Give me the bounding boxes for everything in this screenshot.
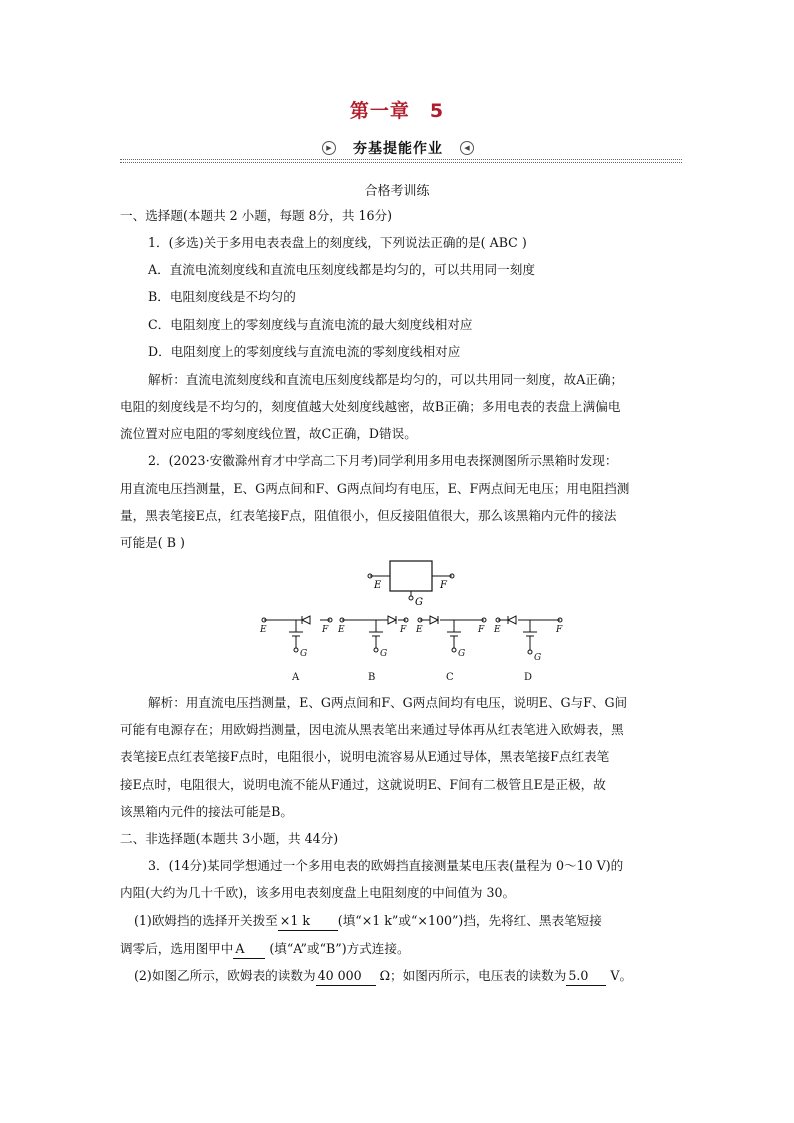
q1-option-d: D．电阻刻度上的零刻度线与直流电流的零刻度线相对应	[148, 344, 461, 359]
q2-analysis-line: 可能有电源存在；用欧姆挡测量，因电流从黑表笔出来通过导体再从红表笔进入欧姆表，黑	[120, 722, 624, 737]
black-box	[390, 561, 432, 591]
play-right-icon: ▶	[322, 141, 336, 155]
q2-stem-line: 可能是( B )	[120, 535, 185, 550]
label-f: F	[556, 625, 563, 635]
q2-analysis-line: 该黑箱内元件的接法可能是B。	[120, 804, 293, 819]
q3-p2-text: (2)如图乙所示，欧姆表的读数为	[134, 968, 316, 983]
q2-stem-line: 量，黑表笔接E点，红表笔接F点，阻值很小，但反接阻值很大，那么该黑箱内元件的接法	[120, 508, 617, 523]
black-box-figure	[360, 556, 460, 608]
q3-part2-line	[134, 967, 632, 986]
answer-blank: 5.0	[566, 967, 606, 986]
q3-p1-text: (填“×1 k”或“×100”)挡，先将红、黑表笔短接	[337, 913, 602, 928]
label-g: G	[458, 649, 466, 659]
label-f: F	[322, 625, 329, 635]
label-e: E	[338, 625, 345, 635]
page-title: 第一章 5	[349, 100, 445, 122]
q3-p2-text: Ω；如图丙所示，电压表的读数为	[379, 968, 567, 983]
part1-heading: 一、选择题(本题共 2 小题，每题 8分，共 16分)	[120, 208, 392, 223]
label-e: E	[494, 625, 501, 635]
q3-part1-line	[134, 912, 602, 931]
option-label-d: D	[524, 672, 533, 683]
q1-option-c: C．电阻刻度上的零刻度线与直流电流的最大刻度线相对应	[148, 317, 473, 332]
label-g: G	[300, 649, 308, 659]
q1-analysis-line: 电阻的刻度线是不均匀的，刻度值越大处刻度线越密，故B正确；多用电表的表盘上满偏电	[120, 399, 621, 414]
q1-stem: 1．(多选)关于多用电表表盘上的刻度线，下列说法正确的是( ABC )	[148, 235, 527, 250]
q2-stem-line: 2．(2023·安徽滁州育才中学高二下月考)同学利用多用电表探测图所示黑箱时发现：	[148, 453, 618, 468]
label-f: F	[400, 625, 407, 635]
label-g: G	[380, 649, 388, 659]
play-left-icon: ◀	[460, 141, 474, 155]
q2-analysis-line: 表笔接E点红表笔接F点时，电阻很小，说明电流容易从E通过导体，黑表笔接F点红表笔	[120, 749, 610, 764]
answer-blank: A	[233, 940, 265, 959]
label-e: E	[260, 625, 267, 635]
q1-analysis-line: 解析：直流电流刻度线和直流电压刻度线都是均匀的，可以共用同一刻度，故A正确；	[148, 372, 624, 387]
q1-option-b: B．电阻刻度线是不均匀的	[148, 289, 296, 304]
terminal-label-f: F	[440, 580, 447, 591]
q2-analysis-line: 解析：用直流电压挡测量，E、G两点间和F、G两点间均有电压，说明E、G与F、G间	[148, 695, 628, 710]
q2-analysis-line: 接E点时，电阻很大，说明电流不能从F通过，这就说明E、F间有二极管且E是正极，故	[120, 777, 606, 792]
option-label-c: C	[446, 672, 454, 683]
part2-heading: 二、非选择题(本题共 3小题，共 44分)	[120, 831, 339, 846]
terminal-label-g: G	[415, 597, 423, 608]
terminal-label-e: E	[374, 580, 382, 591]
q3-p1-text: 调零后，选用图甲中	[120, 941, 234, 956]
q3-p1-text: (填“A”或“B”)方式连接。	[269, 941, 410, 956]
option-label-b: B	[368, 672, 376, 683]
q3-p2-text: V。	[610, 968, 633, 983]
label-g: G	[534, 653, 542, 663]
section-heading: 合格考训练	[364, 184, 430, 199]
label-e: E	[416, 625, 423, 635]
q1-option-a: A．直流电流刻度线和直流电压刻度线都是均匀的，可以共用同一刻度	[148, 262, 535, 277]
circuit-options-figure	[258, 612, 568, 684]
q2-stem-line: 用直流电压挡测量，E、G两点间和F、G两点间均有电压，E、F两点间无电压；用电阻挡测	[120, 481, 630, 496]
divider-line	[120, 159, 682, 160]
banner-label: 夯基提能作业	[353, 141, 443, 157]
q3-p1-text: (1)欧姆挡的选择开关拨至	[134, 913, 278, 928]
option-label-a: A	[292, 672, 300, 683]
section-banner	[318, 137, 478, 159]
divider-line	[120, 162, 682, 163]
answer-blank: ×1 k	[278, 912, 338, 931]
q3-stem-line: 3．(14分)某同学想通过一个多用电表的欧姆挡直接测量某电压表(量程为 0～10 V)的	[148, 858, 624, 873]
label-f: F	[478, 625, 485, 635]
q3-part1-line	[120, 940, 410, 959]
q1-analysis-line: 流位置对应电阻的零刻度线位置，故C正确，D错误。	[120, 426, 417, 441]
q3-stem-line: 内阻(大约为几十千欧)，该多用电表刻度盘上电阻刻度的中间值为 30。	[120, 885, 516, 900]
answer-blank: 40 000	[316, 967, 376, 986]
